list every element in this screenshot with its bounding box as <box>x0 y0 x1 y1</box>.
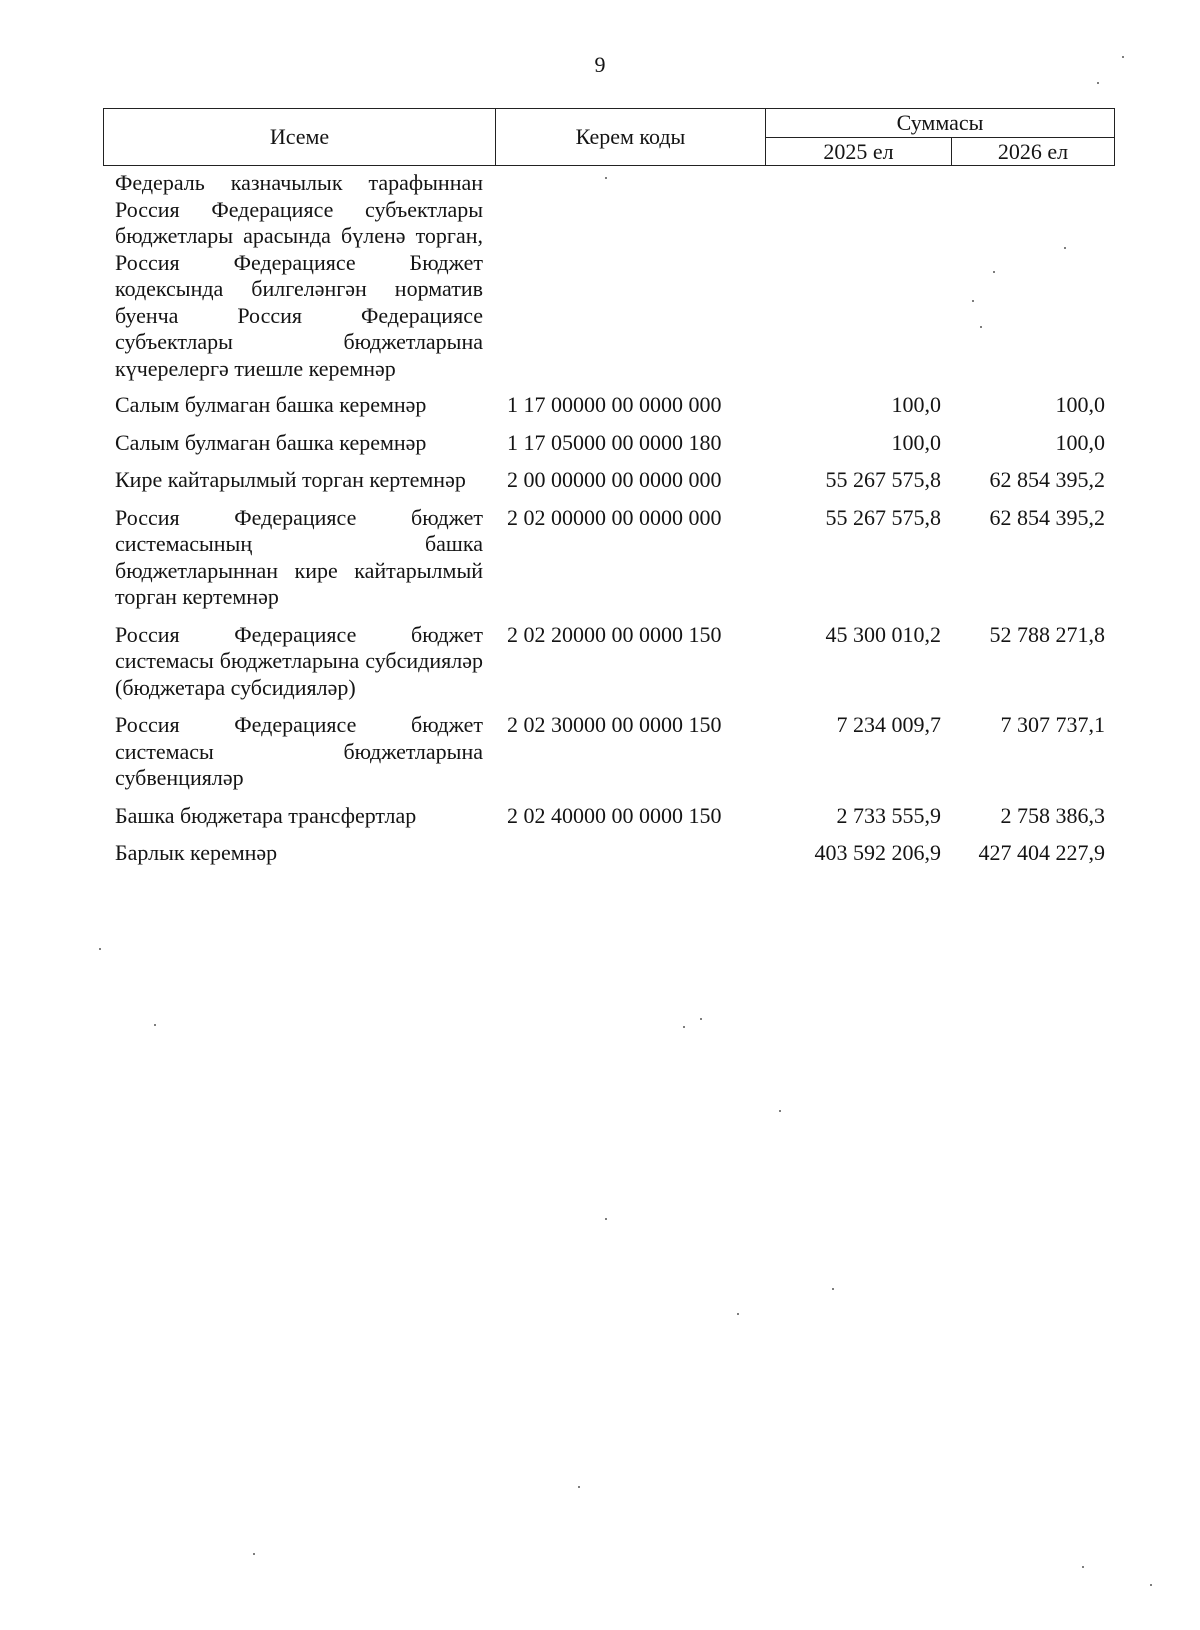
row-name: Россия Федерациясе бюджет системасының башка бюджетларыннан кире кайтарылмый торган кертемнәр <box>115 504 483 609</box>
table-row <box>103 505 1115 611</box>
column-header-sum: Суммасы <box>766 109 1114 138</box>
row-value-2026: 7 307 737,1 <box>1000 712 1105 737</box>
scan-speck <box>993 271 995 273</box>
row-code: 1 17 05000 00 0000 180 <box>507 429 722 455</box>
row-value-2025: 100,0 <box>891 429 941 455</box>
scan-speck <box>578 1486 580 1488</box>
scan-speck <box>700 1018 702 1020</box>
row-code <box>483 840 765 867</box>
row-value-2025: 45 300 010,2 <box>825 621 941 647</box>
table-row <box>103 712 1115 792</box>
row-value-2025: 7 234 009,7 <box>836 712 941 737</box>
column-header-2025: 2025 ел <box>766 138 952 165</box>
table-header <box>103 108 1115 166</box>
row-value-2026: 100,0 <box>1055 392 1105 417</box>
row-value-2026: 2 758 386,3 <box>1000 802 1105 828</box>
table-row <box>103 392 1115 419</box>
row-value-2025: 55 267 575,8 <box>825 504 941 530</box>
row-name: Салым булмаган башка керемнәр <box>115 429 427 455</box>
row-name: Кире кайтарылмый торган кертемнәр <box>115 467 466 492</box>
row-name: Россия Федерациясе бюджет системасы бюджетларына субвенцияләр <box>115 712 483 790</box>
table-row <box>103 622 1115 702</box>
scan-speck <box>972 300 974 302</box>
scan-speck <box>737 1313 739 1315</box>
scan-speck <box>1150 1584 1152 1586</box>
scan-speck <box>605 1218 607 1220</box>
row-value-2026: 62 854 395,2 <box>989 467 1105 492</box>
row-code: 2 02 20000 00 0000 150 <box>507 621 722 647</box>
scan-speck <box>605 177 607 179</box>
row-value-2026: 100,0 <box>1055 429 1105 455</box>
scan-speck <box>779 1110 781 1112</box>
scan-speck <box>1122 56 1124 58</box>
row-code: 1 17 00000 00 0000 000 <box>507 392 722 417</box>
row-name: Барлык керемнәр <box>115 840 278 865</box>
row-name: Салым булмаган башка керемнәр <box>115 392 427 417</box>
row-value-2026: 427 404 227,9 <box>978 840 1105 865</box>
scan-speck <box>1082 1566 1084 1568</box>
table-row <box>103 803 1115 830</box>
scan-speck <box>99 948 101 950</box>
table-row <box>103 467 1115 494</box>
row-value-2025: 55 267 575,8 <box>825 467 941 492</box>
table-row <box>103 430 1115 457</box>
row-code: 2 02 30000 00 0000 150 <box>507 712 722 737</box>
row-value-2026: 62 854 395,2 <box>989 504 1105 530</box>
scan-speck <box>832 1288 834 1290</box>
column-header-name: Исеме <box>104 109 496 165</box>
page-number: 9 <box>594 52 606 77</box>
row-value-2025 <box>765 170 951 382</box>
row-value-2026: 52 788 271,8 <box>989 621 1105 647</box>
column-header-code: Керем коды <box>496 109 766 165</box>
row-code: 2 00 00000 00 0000 000 <box>507 467 722 492</box>
row-code: 2 02 40000 00 0000 150 <box>507 802 722 828</box>
scan-speck <box>980 326 982 328</box>
column-header-2026: 2026 ел <box>997 138 1069 164</box>
table-body <box>103 170 1115 878</box>
scan-speck <box>683 1026 685 1028</box>
table-row <box>103 170 1115 382</box>
row-value-2025: 100,0 <box>891 392 941 417</box>
scan-speck <box>1097 82 1099 84</box>
row-value-2026 <box>951 170 1115 382</box>
row-name: Россия Федерациясе бюджет системасы бюджетларына субсидияләр (бюджетара субсидияләр) <box>115 621 483 700</box>
row-value-2025: 2 733 555,9 <box>836 802 941 828</box>
row-value-2025: 403 592 206,9 <box>814 840 941 865</box>
scan-speck <box>154 1024 156 1026</box>
row-code <box>483 170 765 382</box>
row-name: Башка бюджетара трансфертлар <box>115 802 417 828</box>
scan-speck <box>253 1553 255 1555</box>
scan-speck <box>1064 247 1066 249</box>
row-code: 2 02 00000 00 0000 000 <box>507 504 722 530</box>
row-name: Федераль казначылык тарафыннан Россия Федерациясе субъектлары бюджетлары арасында бүленә торган, Россия Федерациясе Бюджет кодексында билгеләнгән норматив буенча Россия Федерациясе субъектлары бюджетларына күчерелергә тиешле керемнәр <box>115 170 483 381</box>
table-row-total <box>103 840 1115 867</box>
